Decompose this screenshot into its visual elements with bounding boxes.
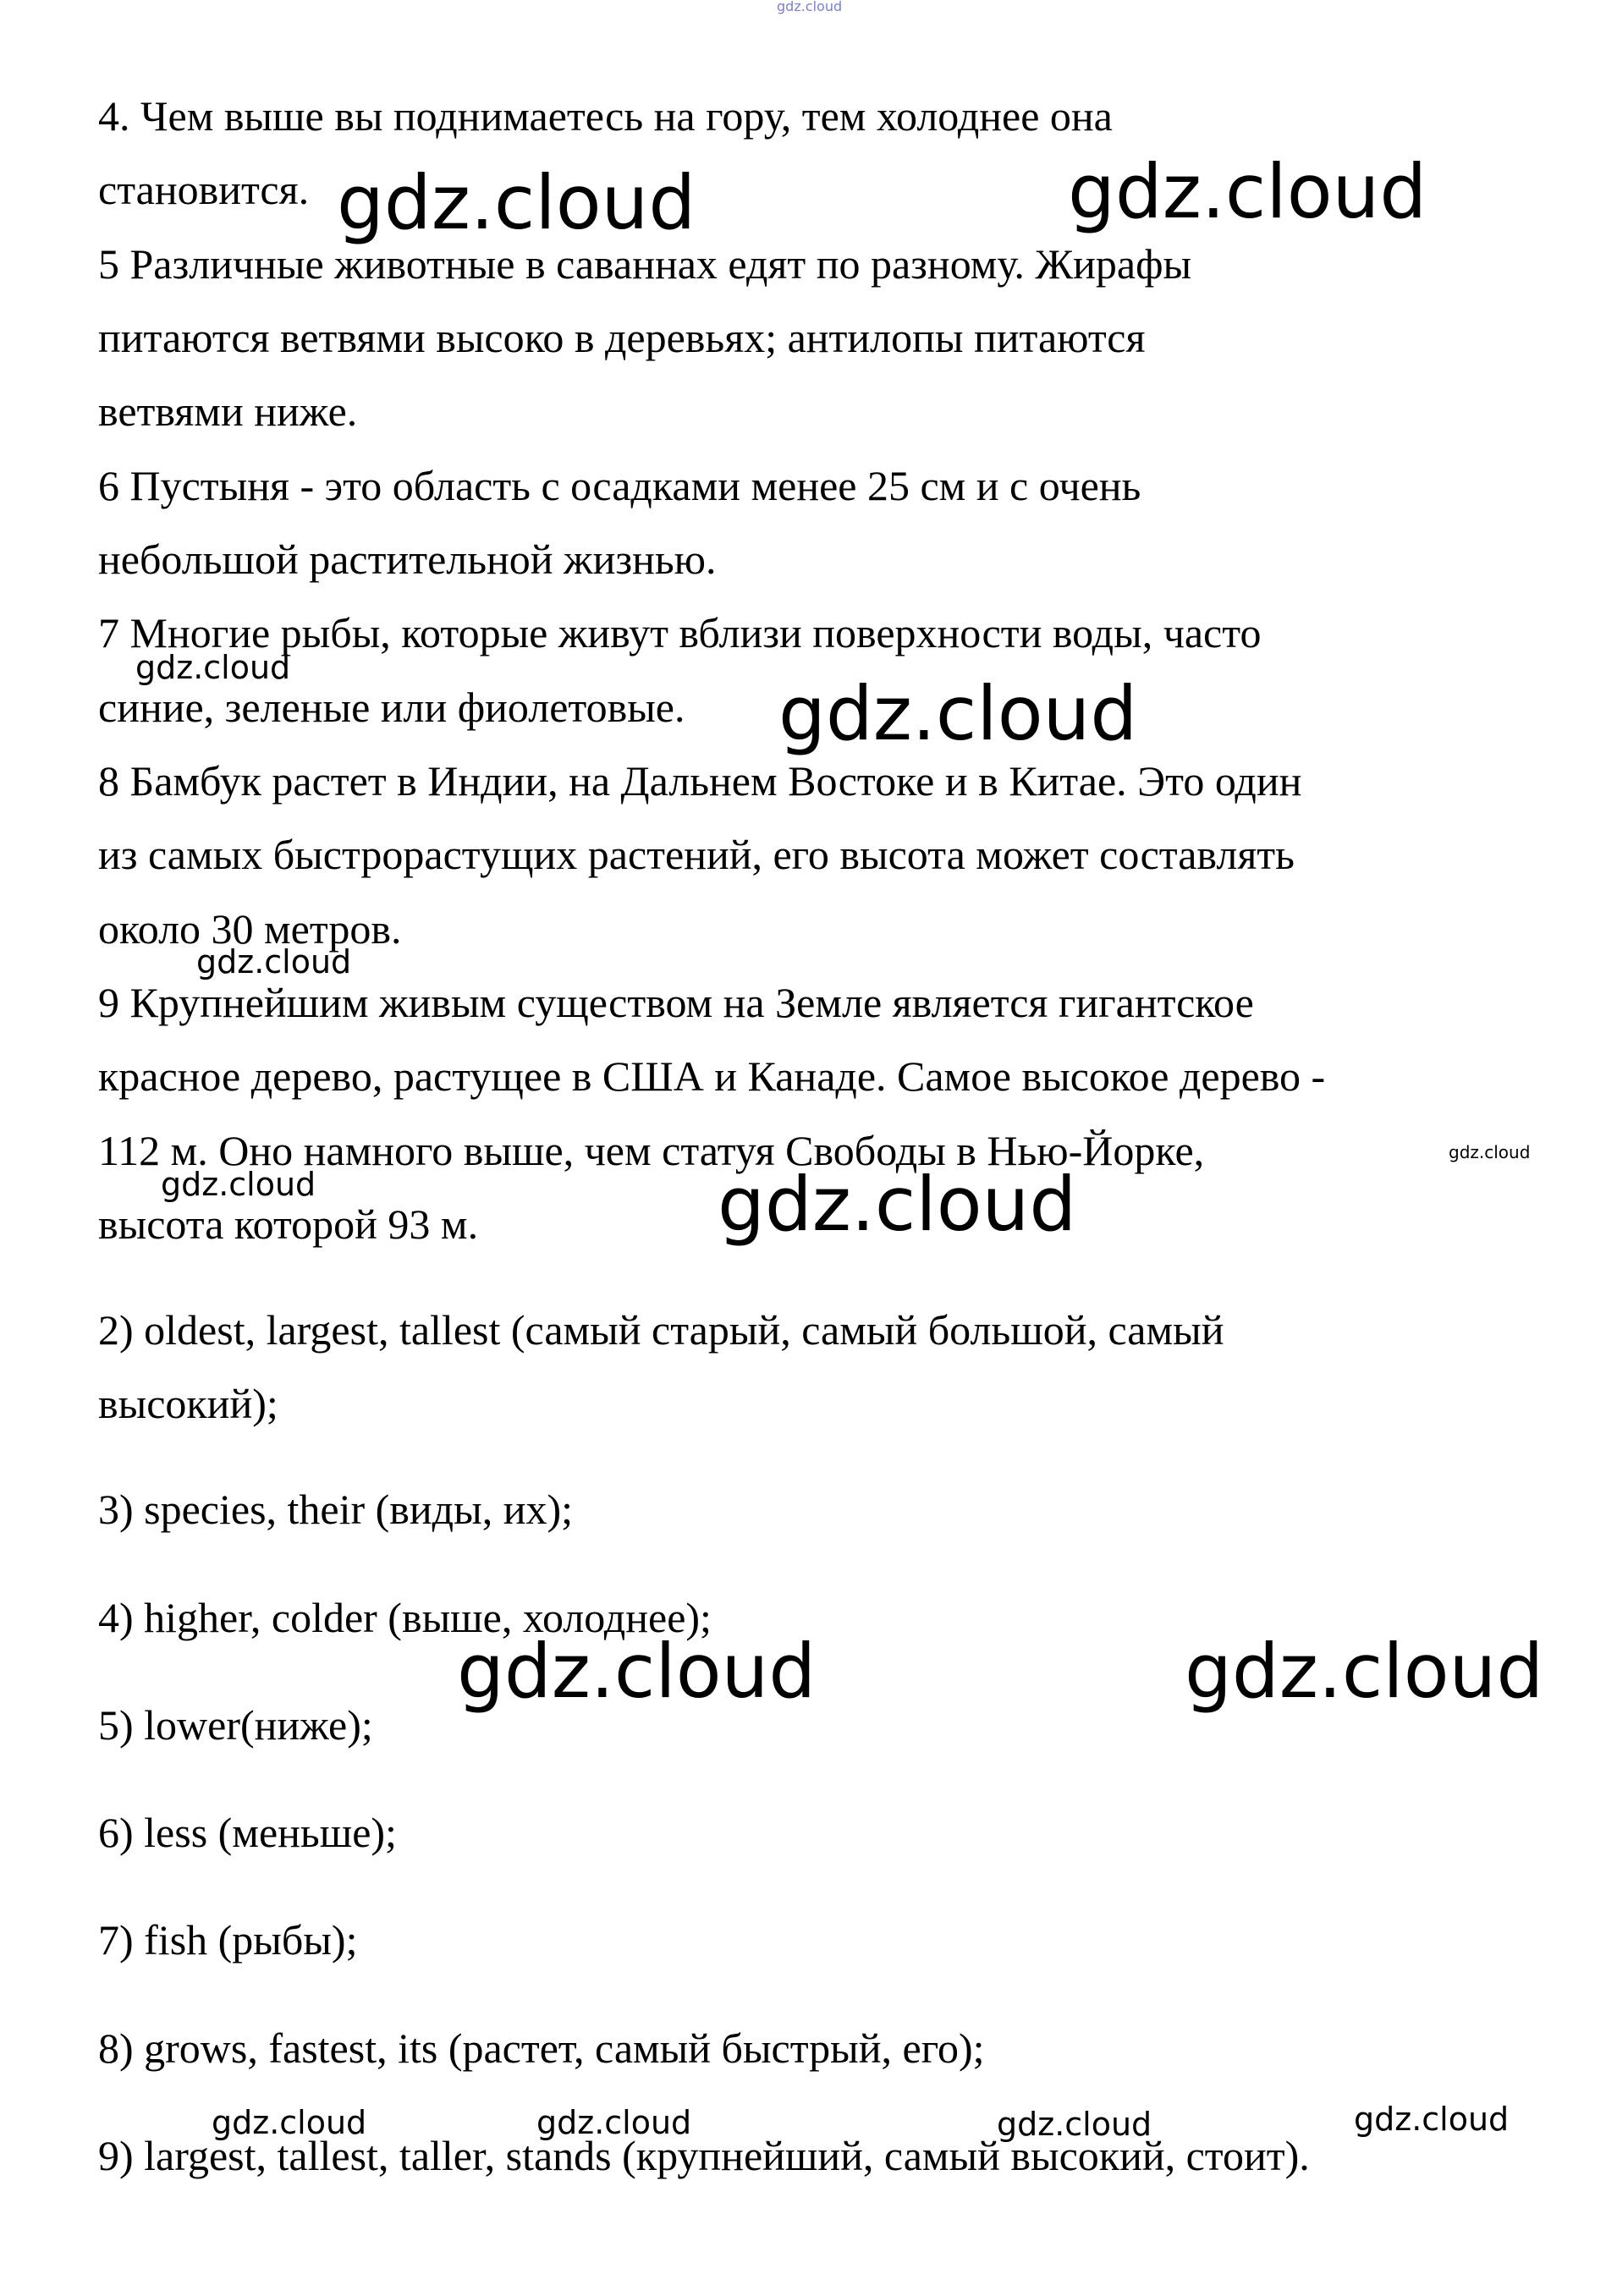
watermark: gdz.cloud: [536, 2104, 692, 2141]
watermark: gdz.cloud: [1449, 1142, 1531, 1162]
answer-item: 8) grows, fastest, its (растет, самый быстрый, его);: [98, 2024, 985, 2072]
text-line: питаются ветвями высоко в деревьях; антилопы питаются: [98, 314, 1146, 361]
text-line: становится.: [98, 166, 310, 213]
answer-item: 3) species, their (виды, их);: [98, 1486, 574, 1533]
watermark: gdz.cloud: [1354, 2101, 1510, 2138]
watermark: gdz.cloud: [337, 159, 696, 246]
watermark: gdz.cloud: [718, 1161, 1077, 1248]
text-line: ветвями ниже.: [98, 387, 358, 435]
watermark: gdz.cloud: [778, 670, 1138, 757]
text-line: красное дерево, растущее в США и Канаде. Самое высокое дерево -: [98, 1052, 1326, 1100]
answer-item: 7) fish (рыбы);: [98, 1916, 358, 1964]
text-line: 112 м. Оно намного выше, чем статуя Свободы в Нью-Йорке,: [98, 1127, 1205, 1174]
text-line: высота которой 93 м.: [98, 1200, 479, 1248]
text-line: небольшой растительной жизнью.: [98, 536, 717, 583]
text-line: из самых быстрорастущих растений, его высота может составлять: [98, 831, 1295, 878]
text-line: синие, зеленые или фиолетовые.: [98, 684, 685, 731]
watermark: gdz.cloud: [1185, 1628, 1544, 1715]
answer-item: 9) largest, tallest, taller, stands (крупнейший, самый высокий, стоит).: [98, 2132, 1310, 2179]
text-line: 8 Бамбук растет в Индии, на Дальнем Востоке и в Китае. Это один: [98, 757, 1302, 805]
watermark: gdz.cloud: [161, 1166, 316, 1203]
answer-item: 6) less (меньше);: [98, 1809, 397, 1856]
header-watermark: gdz.cloud: [777, 0, 843, 14]
watermark: gdz.cloud: [212, 2104, 367, 2141]
answer-item: 2) oldest, largest, tallest (самый старый, самый большой, самый: [98, 1306, 1224, 1354]
text-line: 5 Различные животные в саваннах едят по разному. Жирафы: [98, 240, 1192, 288]
answer-item: 4) higher, colder (выше, холоднее);: [98, 1594, 712, 1641]
text-line: около 30 метров.: [98, 905, 402, 953]
text-line: 7 Многие рыбы, которые живут вблизи поверхности воды, часто: [98, 609, 1262, 656]
watermark: gdz.cloud: [196, 943, 352, 980]
watermark: gdz.cloud: [457, 1628, 817, 1715]
watermark: gdz.cloud: [1068, 148, 1427, 235]
text-line: 6 Пустыня - это область с осадками менее 25 см и с очень: [98, 462, 1141, 509]
text-line: 9 Крупнейшим живым существом на Земле является гигантское: [98, 979, 1254, 1026]
text-line: 4. Чем выше вы поднимаетесь на гору, тем холоднее она: [98, 92, 1113, 140]
answer-item: 5) lower(ниже);: [98, 1701, 373, 1749]
answer-item: высокий);: [98, 1380, 278, 1427]
watermark: gdz.cloud: [997, 2106, 1152, 2143]
watermark: gdz.cloud: [135, 649, 291, 686]
